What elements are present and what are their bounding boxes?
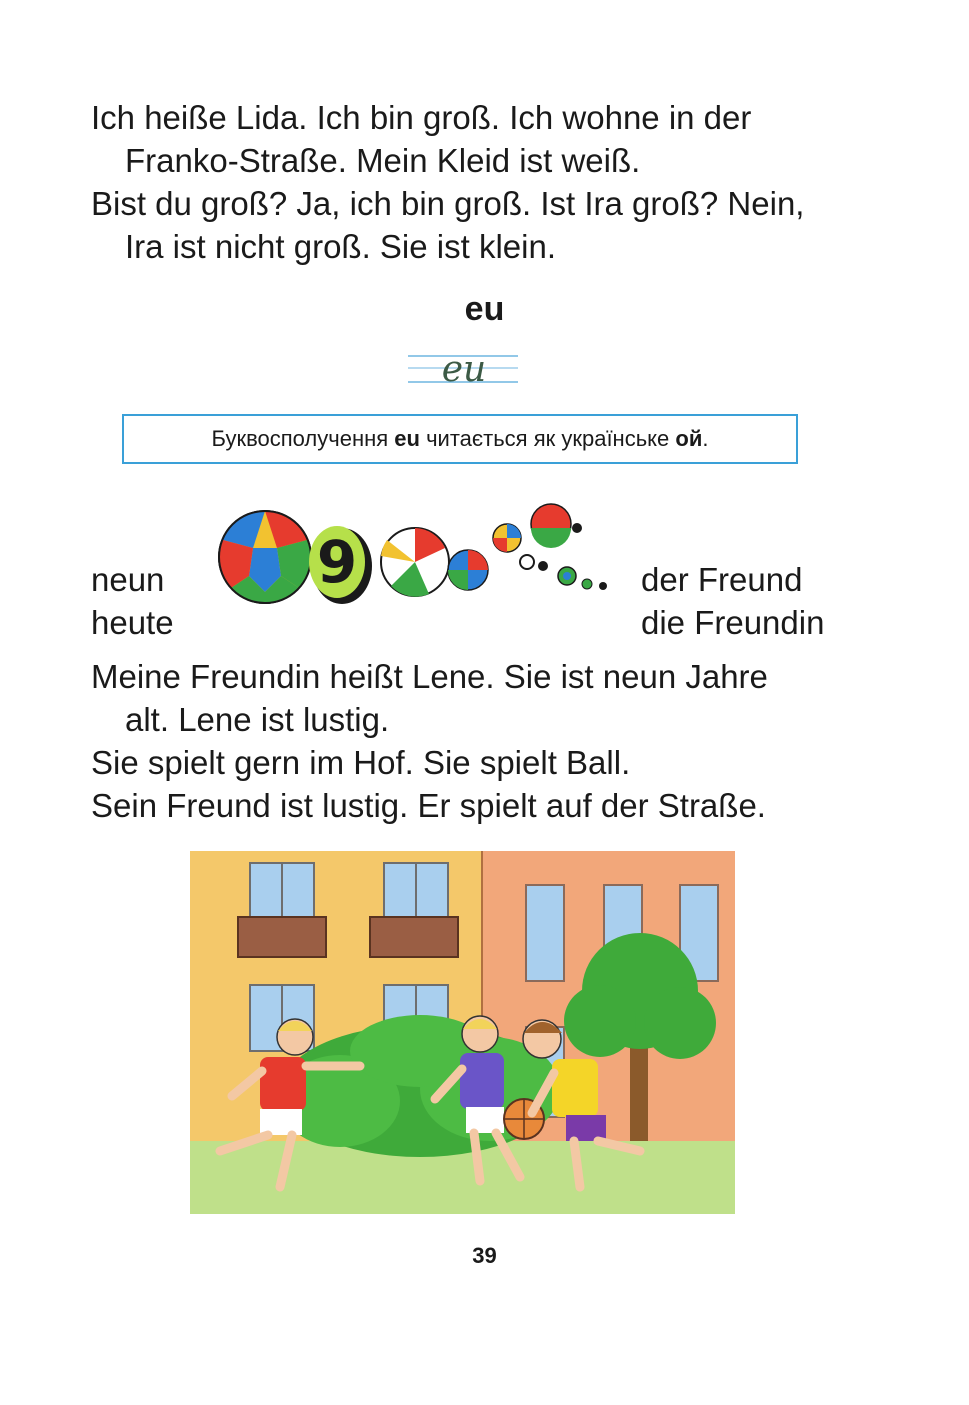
vocab-word-freundin: die Freundin [641, 604, 825, 641]
vocab-word-neun: neun [91, 561, 165, 598]
cursive-eu-text: eu [441, 349, 487, 388]
vocab-word-heute: heute [91, 604, 174, 641]
rule-sound: ой [675, 426, 703, 451]
text-line: Franko-Straße. Mein Kleid ist weiß. [125, 142, 641, 179]
paragraph-lene [91, 655, 836, 827]
pronunciation-rule-box [122, 414, 798, 464]
dot-ball-icon [582, 579, 592, 589]
rule-combo: eu [394, 426, 420, 451]
text-line: Ich heiße Lida. Ich bin groß. Ich wohne in der [91, 99, 752, 136]
svg-text:9: 9 [316, 528, 358, 596]
rule-text: Буквосполучення [211, 426, 395, 451]
vocab-word-freund: der Freund [641, 561, 803, 598]
window-icon [370, 863, 458, 957]
dot-ball-icon [538, 561, 548, 571]
small-ball-icon [448, 550, 488, 590]
window-icon [526, 885, 564, 981]
page-number: 39 [472, 1243, 497, 1268]
rule-text: читається як українське [419, 426, 676, 451]
number-nine-icon [309, 526, 372, 604]
children-playing-illustration [190, 851, 735, 1214]
cursive-eu-illustration [408, 348, 520, 388]
window-icon [238, 863, 326, 957]
beach-ball-icon [381, 528, 449, 597]
big-ball-icon [219, 511, 311, 603]
rule-text: . [702, 426, 709, 451]
tiny-ball-icon [493, 524, 521, 552]
text-line: Sein Freund ist lustig. Er spielt auf der Straße. [91, 787, 766, 824]
text-line: Sie spielt gern im Hof. Sie spielt Ball. [91, 744, 631, 781]
letter-combination-heading: eu [464, 290, 505, 328]
text-line: Bist du groß? Ja, ich bin groß. Ist Ira groß? Nein, [91, 185, 805, 222]
text-line: Meine Freundin heißt Lene. Sie ist neun Jahre [91, 658, 768, 695]
dot-ball-icon [599, 582, 607, 590]
paragraph-intro [91, 96, 836, 268]
balls-illustration [215, 500, 615, 612]
dot-ball-icon [563, 572, 571, 580]
text-line: Ira ist nicht groß. Sie ist klein. [125, 228, 556, 265]
red-green-ball-icon [531, 504, 582, 548]
dot-ball-icon [520, 555, 534, 569]
text-line: alt. Lene ist lustig. [125, 701, 390, 738]
